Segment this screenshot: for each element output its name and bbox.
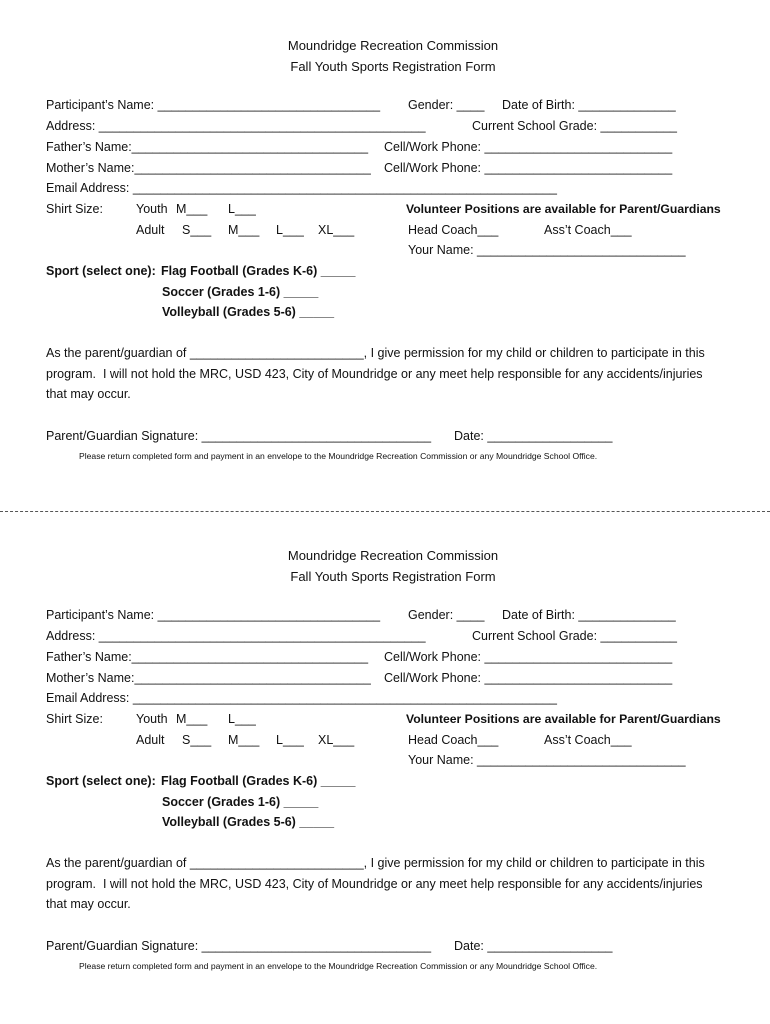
adult-s-option[interactable]: S___ xyxy=(182,223,212,237)
gender-field[interactable]: Gender: ____ xyxy=(408,98,485,112)
form-title-name: Fall Youth Sports Registration Form xyxy=(290,569,496,584)
permission-text-line-3: that may occur. xyxy=(46,387,131,401)
permission-text-line-1: As the parent/guardian of _________________________, I give permission for my child or children to participate in this xyxy=(46,346,705,360)
mother-phone-field[interactable]: Cell/Work Phone: ___________________________ xyxy=(384,671,673,685)
adult-l-option[interactable]: L___ xyxy=(276,223,304,237)
signature-date-field[interactable]: Date: __________________ xyxy=(454,939,613,953)
permission-text-line-2: program. I will not hold the MRC, USD 423, City of Moundridge or any meet help responsible for any accidents/injuries xyxy=(46,367,703,381)
email-field[interactable]: Email Address: _____________________________________________________________ xyxy=(46,691,557,705)
school-grade-field[interactable]: Current School Grade: ___________ xyxy=(472,119,678,133)
head-coach-option[interactable]: Head Coach___ xyxy=(408,733,499,747)
permission-text-line-1: As the parent/guardian of _________________________, I give permission for my child or children to participate in this xyxy=(46,856,705,870)
volunteer-heading: Volunteer Positions are available for Parent/Guardians xyxy=(406,712,721,726)
father-phone-field[interactable]: Cell/Work Phone: ___________________________ xyxy=(384,140,673,154)
adult-xl-option[interactable]: XL___ xyxy=(318,733,355,747)
sport-label: Sport (select one): xyxy=(46,774,156,788)
sport-flag-football-option[interactable]: Flag Football (Grades K-6) _____ xyxy=(161,774,356,788)
asst-coach-option[interactable]: Ass’t Coach___ xyxy=(544,223,632,237)
sport-soccer-option[interactable]: Soccer (Grades 1-6) _____ xyxy=(162,795,319,809)
adult-l-option[interactable]: L___ xyxy=(276,733,304,747)
sport-flag-football-option[interactable]: Flag Football (Grades K-6) _____ xyxy=(161,264,356,278)
sport-soccer-option[interactable]: Soccer (Grades 1-6) _____ xyxy=(162,285,319,299)
youth-m-option[interactable]: M___ xyxy=(176,712,208,726)
volunteer-name-field[interactable]: Your Name: ______________________________ xyxy=(408,753,686,767)
permission-text-line-3: that may occur. xyxy=(46,897,131,911)
guardian-signature-field[interactable]: Parent/Guardian Signature: _________________________________ xyxy=(46,939,432,953)
adult-label: Adult xyxy=(136,733,165,747)
email-field[interactable]: Email Address: _____________________________________________________________ xyxy=(46,181,557,195)
address-field[interactable]: Address: _______________________________________________ xyxy=(46,119,426,133)
signature-date-field[interactable]: Date: __________________ xyxy=(454,429,613,443)
adult-xl-option[interactable]: XL___ xyxy=(318,223,355,237)
sport-volleyball-option[interactable]: Volleyball (Grades 5-6) _____ xyxy=(162,305,335,319)
youth-l-option[interactable]: L___ xyxy=(228,202,256,216)
shirt-size-label: Shirt Size: xyxy=(46,712,103,726)
date-of-birth-field[interactable]: Date of Birth: ______________ xyxy=(502,608,676,622)
permission-text-line-2: program. I will not hold the MRC, USD 423, City of Moundridge or any meet help responsible for any accidents/injuries xyxy=(46,877,703,891)
school-grade-field[interactable]: Current School Grade: ___________ xyxy=(472,629,678,643)
adult-m-option[interactable]: M___ xyxy=(228,733,260,747)
adult-s-option[interactable]: S___ xyxy=(182,733,212,747)
mother-name-field[interactable]: Mother’s Name:__________________________________ xyxy=(46,671,371,685)
father-name-field[interactable]: Father’s Name:__________________________________ xyxy=(46,650,369,664)
return-instructions: Please return completed form and payment in an envelope to the Moundridge Recreation Commission or any Moundridge School Office. xyxy=(79,451,598,461)
return-instructions: Please return completed form and payment in an envelope to the Moundridge Recreation Commission or any Moundridge School Office. xyxy=(79,961,598,971)
head-coach-option[interactable]: Head Coach___ xyxy=(408,223,499,237)
form-title-org: Moundridge Recreation Commission xyxy=(287,38,499,53)
form-title-org: Moundridge Recreation Commission xyxy=(287,548,499,563)
volunteer-heading: Volunteer Positions are available for Parent/Guardians xyxy=(406,202,721,216)
youth-m-option[interactable]: M___ xyxy=(176,202,208,216)
participant-name-field[interactable]: Participant’s Name: ________________________________ xyxy=(46,98,381,112)
address-field[interactable]: Address: _______________________________________________ xyxy=(46,629,426,643)
asst-coach-option[interactable]: Ass’t Coach___ xyxy=(544,733,632,747)
date-of-birth-field[interactable]: Date of Birth: ______________ xyxy=(502,98,676,112)
adult-m-option[interactable]: M___ xyxy=(228,223,260,237)
volunteer-name-field[interactable]: Your Name: ______________________________ xyxy=(408,243,686,257)
youth-l-option[interactable]: L___ xyxy=(228,712,256,726)
adult-label: Adult xyxy=(136,223,165,237)
youth-label: Youth xyxy=(136,202,168,216)
sport-volleyball-option[interactable]: Volleyball (Grades 5-6) _____ xyxy=(162,815,335,829)
guardian-signature-field[interactable]: Parent/Guardian Signature: _________________________________ xyxy=(46,429,432,443)
father-name-field[interactable]: Father’s Name:__________________________________ xyxy=(46,140,369,154)
sport-label: Sport (select one): xyxy=(46,264,156,278)
youth-label: Youth xyxy=(136,712,168,726)
registration-form-2 xyxy=(0,510,770,990)
shirt-size-label: Shirt Size: xyxy=(46,202,103,216)
mother-name-field[interactable]: Mother’s Name:__________________________________ xyxy=(46,161,371,175)
mother-phone-field[interactable]: Cell/Work Phone: ___________________________ xyxy=(384,161,673,175)
form-title-name: Fall Youth Sports Registration Form xyxy=(290,59,496,74)
registration-form-1 xyxy=(0,0,770,480)
participant-name-field[interactable]: Participant’s Name: ________________________________ xyxy=(46,608,381,622)
gender-field[interactable]: Gender: ____ xyxy=(408,608,485,622)
father-phone-field[interactable]: Cell/Work Phone: ___________________________ xyxy=(384,650,673,664)
